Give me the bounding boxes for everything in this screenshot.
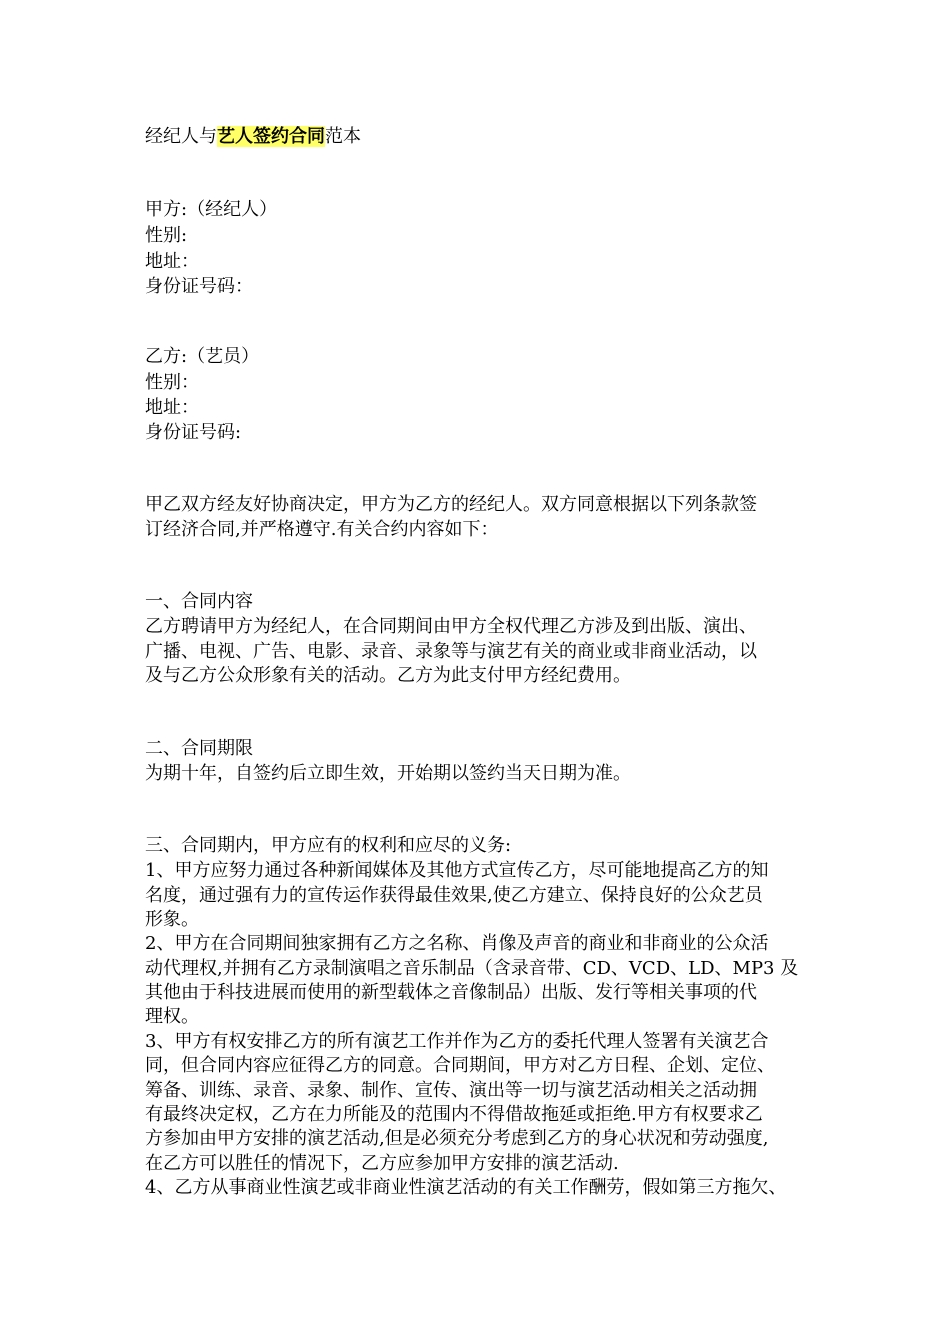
party-a-address: 地址： [145, 251, 199, 272]
document-title [145, 125, 361, 149]
section3-line: 方参加由甲方安排的演艺活动,但是必须充分考虑到乙方的身心状况和劳动强度, [145, 1128, 769, 1149]
section2-heading: 二、合同期限 [145, 738, 253, 759]
section1-heading: 一、合同内容 [145, 591, 253, 612]
party-a-gender: 性别: [145, 225, 188, 246]
section3-line: 有最终决定权，乙方在力所能及的范围内不得借故拖延或拒绝.甲方有权要求乙 [145, 1104, 763, 1125]
section3-line: 1、甲方应努力通过各种新闻媒体及其他方式宣传乙方，尽可能地提高乙方的知 [145, 860, 769, 881]
section3-line: 筹备、训练、录音、录象、制作、宣传、演出等一切与演艺活动相关之活动拥 [145, 1080, 757, 1101]
party-b-gender: 性别： [145, 372, 199, 393]
intro-line: 甲乙双方经友好协商决定，甲方为乙方的经纪人。双方同意根据以下列条款签 [145, 494, 757, 515]
section1-line: 乙方聘请甲方为经纪人，在合同期间由甲方全权代理乙方涉及到出版、演出、 [145, 616, 757, 637]
section3-line: 其他由于科技进展而使用的新型载体之音像制品）出版、发行等相关事项的代 [145, 982, 757, 1003]
party-b-label: 乙方:（艺员） [145, 346, 260, 367]
section3-line: 4、乙方从事商业性演艺或非商业性演艺活动的有关工作酬劳，假如第三方拖欠、 [145, 1177, 787, 1198]
section1-line: 及与乙方公众形象有关的活动。乙方为此支付甲方经纪费用。 [145, 665, 631, 686]
section3-line: 形象。 [145, 909, 199, 930]
section3-line: 同，但合同内容应征得乙方的同意。合同期间，甲方对乙方日程、企划、定位、 [145, 1055, 775, 1076]
section3-heading: 三、合同期内，甲方应有的权利和应尽的义务: [145, 835, 512, 856]
party-b-id-number: 身份证号码: [145, 422, 242, 443]
party-a-label: 甲方:（经纪人） [145, 199, 278, 220]
section3-line: 在乙方可以胜任的情况下，乙方应参加甲方安排的演艺活动. [145, 1153, 619, 1174]
section3-line: 2、甲方在合同期间独家拥有乙方之名称、肖像及声音的商业和非商业的公众活 [145, 933, 769, 954]
intro-line: 订经济合同,并严格遵守.有关合约内容如下： [145, 519, 499, 540]
party-a-id-number: 身份证号码： [145, 276, 253, 297]
section2-line: 为期十年，自签约后立即生效，开始期以签约当天日期为准。 [145, 763, 631, 784]
section3-line: 动代理权,并拥有乙方录制演唱之音乐制品（含录音带、CD、VCD、LD、MP3 及 [145, 958, 799, 979]
party-b-address: 地址： [145, 397, 199, 418]
section1-line: 广播、电视、广告、电影、录音、录象等与演艺有关的商业或非商业活动，以 [145, 641, 757, 662]
title-highlight: 艺人签约合同 [217, 126, 325, 147]
section3-line: 理权。 [145, 1006, 199, 1027]
title-prefix: 经纪人与 [145, 126, 217, 147]
title-suffix: 范本 [325, 126, 361, 147]
section3-line: 名度，通过强有力的宣传运作获得最佳效果,使乙方建立、保持良好的公众艺员 [145, 885, 763, 906]
section3-line: 3、甲方有权安排乙方的所有演艺工作并作为乙方的委托代理人签署有关演艺合 [145, 1031, 769, 1052]
